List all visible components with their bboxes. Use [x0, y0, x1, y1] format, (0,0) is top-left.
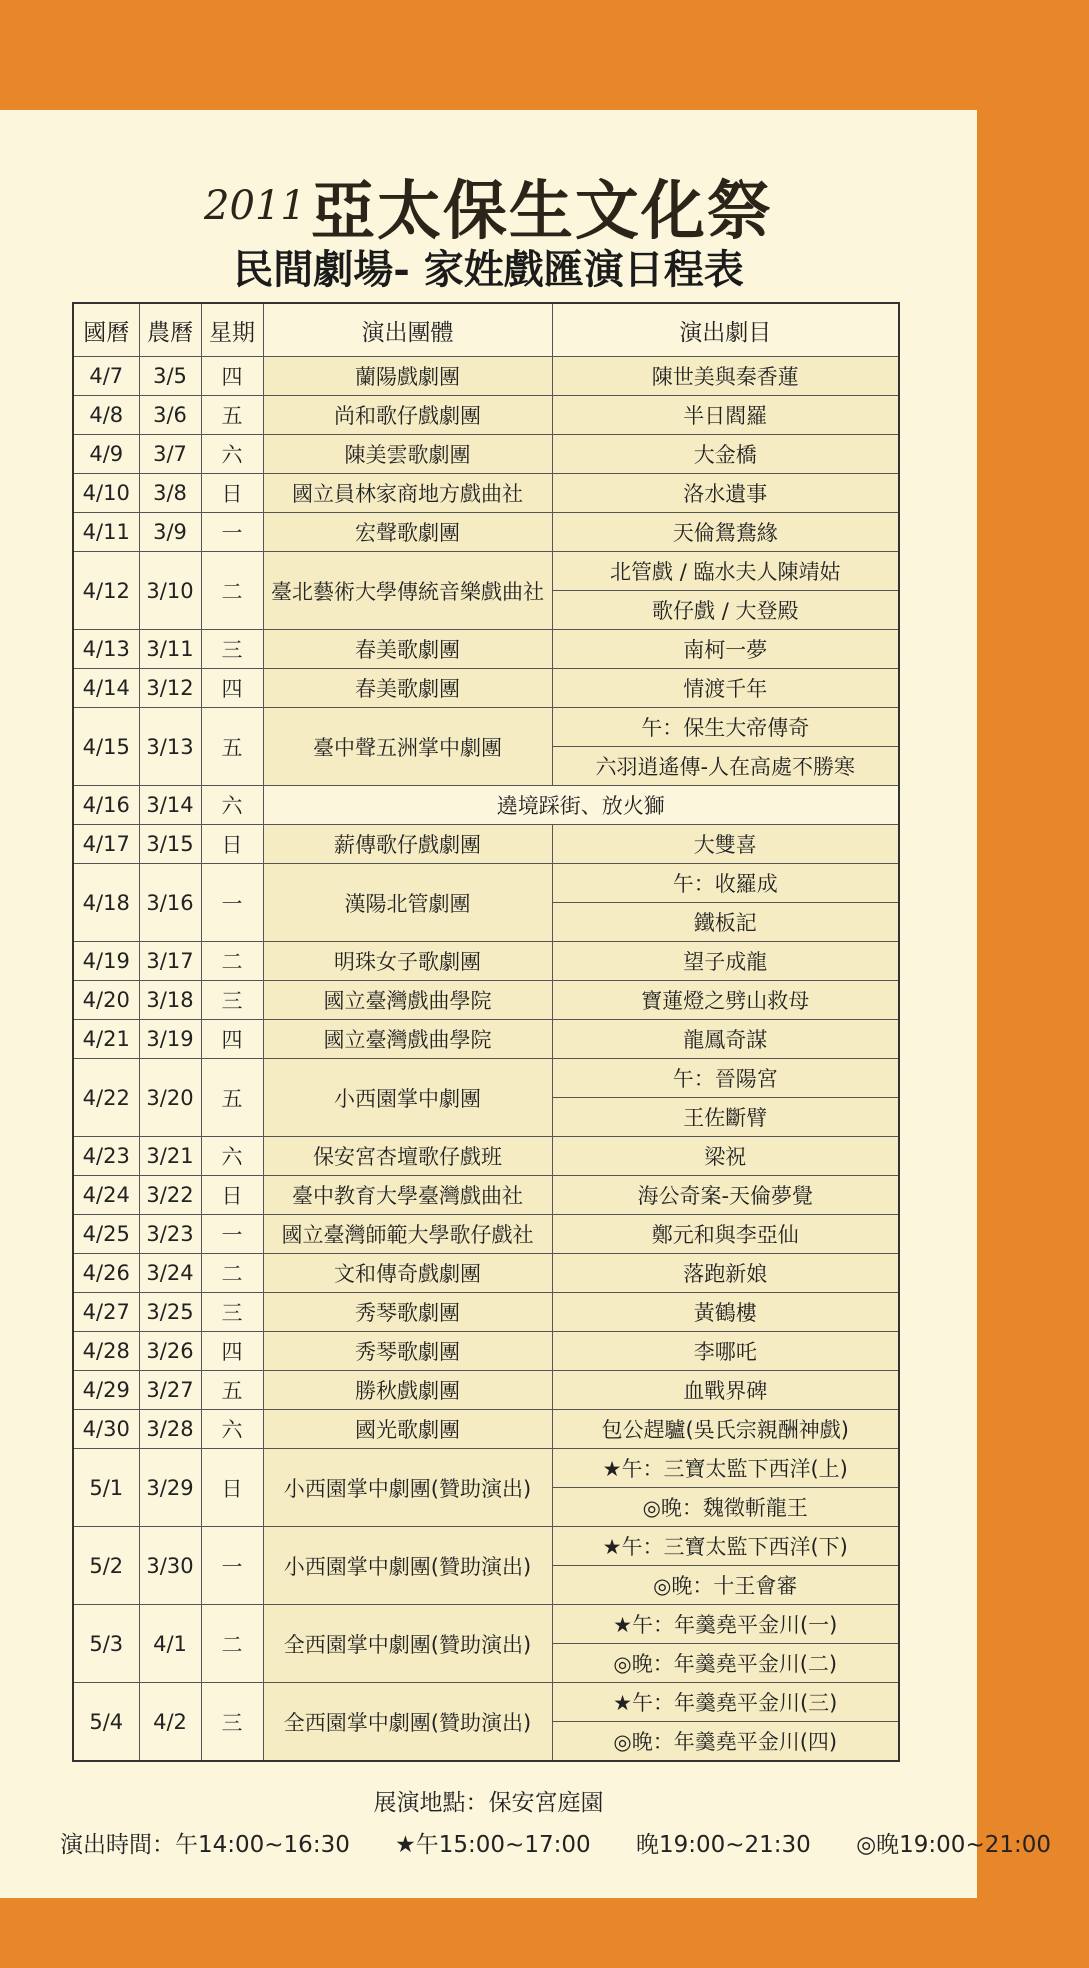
cell-gregorian-date: 4/25	[73, 1215, 139, 1254]
cell-lunar-date: 3/15	[139, 825, 201, 864]
cell-play: ◎晚：十王會審	[552, 1566, 899, 1605]
cell-gregorian-date: 4/24	[73, 1176, 139, 1215]
cell-gregorian-date: 5/1	[73, 1449, 139, 1527]
cell-lunar-date: 3/21	[139, 1137, 201, 1176]
cell-play: 天倫鴛鴦緣	[552, 513, 899, 552]
cell-weekday: 五	[201, 708, 263, 786]
cell-troupe: 蘭陽戲劇團	[263, 357, 552, 396]
table-row	[73, 1332, 899, 1371]
cell-lunar-date: 3/24	[139, 1254, 201, 1293]
cell-lunar-date: 3/8	[139, 474, 201, 513]
cell-lunar-date: 3/17	[139, 942, 201, 981]
cell-gregorian-date: 4/9	[73, 435, 139, 474]
cell-weekday: 五	[201, 1059, 263, 1137]
table-header-row	[73, 303, 899, 357]
cell-weekday: 五	[201, 396, 263, 435]
cell-weekday: 一	[201, 1215, 263, 1254]
cell-troupe: 臺北藝術大學傳統音樂戲曲社	[263, 552, 552, 630]
table-row	[73, 786, 899, 825]
cell-lunar-date: 3/13	[139, 708, 201, 786]
show-times	[60, 1826, 1051, 1859]
cell-lunar-date: 3/29	[139, 1449, 201, 1527]
cell-lunar-date: 3/25	[139, 1293, 201, 1332]
cell-gregorian-date: 4/13	[73, 630, 139, 669]
cell-play: 大金橋	[552, 435, 899, 474]
cell-weekday: 二	[201, 1605, 263, 1683]
cell-weekday: 六	[201, 435, 263, 474]
cell-play: ★午：三寶太監下西洋(下)	[552, 1527, 899, 1566]
cell-play: 半日閻羅	[552, 396, 899, 435]
cell-gregorian-date: 4/14	[73, 669, 139, 708]
cell-gregorian-date: 4/15	[73, 708, 139, 786]
cell-lunar-date: 3/14	[139, 786, 201, 825]
cell-lunar-date: 3/22	[139, 1176, 201, 1215]
table-row	[73, 981, 899, 1020]
cell-troupe: 國光歌劇團	[263, 1410, 552, 1449]
cell-lunar-date: 3/7	[139, 435, 201, 474]
cell-play: 望子成龍	[552, 942, 899, 981]
cell-gregorian-date: 5/2	[73, 1527, 139, 1605]
cell-troupe: 保安宮杏壇歌仔戲班	[263, 1137, 552, 1176]
cell-troupe: 國立員林家商地方戲曲社	[263, 474, 552, 513]
cell-gregorian-date: 4/19	[73, 942, 139, 981]
table-row	[73, 942, 899, 981]
cell-weekday: 六	[201, 1137, 263, 1176]
cell-weekday: 四	[201, 1020, 263, 1059]
cell-gregorian-date: 4/11	[73, 513, 139, 552]
cell-troupe: 國立臺灣戲曲學院	[263, 1020, 552, 1059]
cell-weekday: 日	[201, 825, 263, 864]
table-row	[73, 1020, 899, 1059]
cell-gregorian-date: 4/30	[73, 1410, 139, 1449]
cell-lunar-date: 3/6	[139, 396, 201, 435]
cell-lunar-date: 3/27	[139, 1371, 201, 1410]
cell-weekday: 六	[201, 1410, 263, 1449]
table-row	[73, 435, 899, 474]
table-row	[73, 1410, 899, 1449]
cell-play: 午：收羅成	[552, 864, 899, 903]
cell-gregorian-date: 4/21	[73, 1020, 139, 1059]
cell-lunar-date: 3/28	[139, 1410, 201, 1449]
cell-gregorian-date: 4/10	[73, 474, 139, 513]
cell-lunar-date: 3/12	[139, 669, 201, 708]
cell-weekday: 二	[201, 942, 263, 981]
cell-lunar-date: 4/1	[139, 1605, 201, 1683]
cell-play: 血戰界碑	[552, 1371, 899, 1410]
cell-gregorian-date: 4/8	[73, 396, 139, 435]
title-year: 2011	[204, 183, 306, 229]
cell-lunar-date: 3/11	[139, 630, 201, 669]
header-troupe: 演出團體	[263, 303, 552, 357]
cell-play: 落跑新娘	[552, 1254, 899, 1293]
cell-lunar-date: 3/18	[139, 981, 201, 1020]
cell-gregorian-date: 5/3	[73, 1605, 139, 1683]
cell-troupe: 小西園掌中劇團(贊助演出)	[263, 1449, 552, 1527]
cell-troupe: 春美歌劇團	[263, 630, 552, 669]
cell-play: ★午：年羹堯平金川(三)	[552, 1683, 899, 1722]
cell-gregorian-date: 4/22	[73, 1059, 139, 1137]
cell-event: 遶境踩街、放火獅	[263, 786, 899, 825]
cell-weekday: 一	[201, 864, 263, 942]
cell-play: 包公趕驢(吳氏宗親酬神戲)	[552, 1410, 899, 1449]
cell-play: 情渡千年	[552, 669, 899, 708]
cell-gregorian-date: 4/12	[73, 552, 139, 630]
cell-gregorian-date: 4/27	[73, 1293, 139, 1332]
cell-troupe: 宏聲歌劇團	[263, 513, 552, 552]
cell-gregorian-date: 4/7	[73, 357, 139, 396]
table-row	[73, 1449, 899, 1488]
cell-gregorian-date: 4/20	[73, 981, 139, 1020]
cell-weekday: 一	[201, 513, 263, 552]
cell-troupe: 春美歌劇團	[263, 669, 552, 708]
table-row	[73, 1527, 899, 1566]
cell-weekday: 三	[201, 1683, 263, 1762]
cell-gregorian-date: 4/26	[73, 1254, 139, 1293]
cell-troupe: 國立臺灣戲曲學院	[263, 981, 552, 1020]
cell-troupe: 秀琴歌劇團	[263, 1293, 552, 1332]
cell-play: 洛水遺事	[552, 474, 899, 513]
cell-lunar-date: 3/16	[139, 864, 201, 942]
cell-play: ◎晚：年羹堯平金川(四)	[552, 1722, 899, 1762]
cell-play: 梁祝	[552, 1137, 899, 1176]
cell-weekday: 一	[201, 1527, 263, 1605]
cell-weekday: 三	[201, 630, 263, 669]
cell-gregorian-date: 4/23	[73, 1137, 139, 1176]
table-row	[73, 552, 899, 591]
table-row	[73, 1059, 899, 1098]
venue-text: 展演地點：保安宮庭園	[373, 1790, 604, 1816]
cell-lunar-date: 3/9	[139, 513, 201, 552]
cell-weekday: 二	[201, 1254, 263, 1293]
cell-troupe: 漢陽北管劇團	[263, 864, 552, 942]
cell-play: 午：保生大帝傳奇	[552, 708, 899, 747]
cell-troupe: 臺中聲五洲掌中劇團	[263, 708, 552, 786]
cell-lunar-date: 4/2	[139, 1683, 201, 1762]
table-row	[73, 864, 899, 903]
cell-play: 六羽逍遙傳-人在高處不勝寒	[552, 747, 899, 786]
time-evening-circle: ◎晚19:00~21:00	[856, 1832, 1051, 1858]
cell-play: 黃鶴樓	[552, 1293, 899, 1332]
cell-play: 鐵板記	[552, 903, 899, 942]
cell-troupe: 小西園掌中劇團(贊助演出)	[263, 1527, 552, 1605]
cell-lunar-date: 3/19	[139, 1020, 201, 1059]
table-row	[73, 1254, 899, 1293]
cell-weekday: 三	[201, 981, 263, 1020]
cell-weekday: 日	[201, 474, 263, 513]
cell-play: ★午：年羹堯平金川(一)	[552, 1605, 899, 1644]
cell-play: 歌仔戲 / 大登殿	[552, 591, 899, 630]
table-row	[73, 396, 899, 435]
cell-play: 王佐斷臂	[552, 1098, 899, 1137]
table-row	[73, 708, 899, 747]
cell-troupe: 勝秋戲劇團	[263, 1371, 552, 1410]
cell-play: 龍鳳奇謀	[552, 1020, 899, 1059]
cell-troupe: 臺中教育大學臺灣戲曲社	[263, 1176, 552, 1215]
table-row	[73, 1371, 899, 1410]
cell-weekday: 六	[201, 786, 263, 825]
table-row	[73, 1215, 899, 1254]
table-row	[73, 1605, 899, 1644]
table-row	[73, 825, 899, 864]
header-lunar: 農曆	[139, 303, 201, 357]
cell-play: ◎晚：魏徵斬龍王	[552, 1488, 899, 1527]
cell-weekday: 三	[201, 1293, 263, 1332]
cell-play: 李哪吒	[552, 1332, 899, 1371]
table-row	[73, 474, 899, 513]
table-row	[73, 1683, 899, 1722]
cell-troupe: 尚和歌仔戲劇團	[263, 396, 552, 435]
cell-lunar-date: 3/23	[139, 1215, 201, 1254]
cell-play: ★午：三寶太監下西洋(上)	[552, 1449, 899, 1488]
cell-troupe: 明珠女子歌劇團	[263, 942, 552, 981]
table-row	[73, 630, 899, 669]
cell-play: 南柯一夢	[552, 630, 899, 669]
table-row	[73, 1176, 899, 1215]
time-evening: 晚19:00~21:30	[635, 1832, 811, 1858]
cell-troupe: 秀琴歌劇團	[263, 1332, 552, 1371]
cell-weekday: 四	[201, 669, 263, 708]
cell-gregorian-date: 4/18	[73, 864, 139, 942]
cell-weekday: 二	[201, 552, 263, 630]
header-gregorian: 國曆	[73, 303, 139, 357]
cell-play: 午：晉陽宮	[552, 1059, 899, 1098]
cell-gregorian-date: 5/4	[73, 1683, 139, 1762]
cell-gregorian-date: 4/28	[73, 1332, 139, 1371]
time-afternoon-star: ★午15:00~17:00	[395, 1832, 591, 1858]
schedule-subtitle: 民間劇場- 家姓戲匯演日程表	[233, 246, 744, 293]
cell-troupe: 全西園掌中劇團(贊助演出)	[263, 1683, 552, 1762]
cell-play: 海公奇案-天倫夢覺	[552, 1176, 899, 1215]
cell-troupe: 全西園掌中劇團(贊助演出)	[263, 1605, 552, 1683]
cell-lunar-date: 3/5	[139, 357, 201, 396]
cell-gregorian-date: 4/29	[73, 1371, 139, 1410]
cell-play: 寶蓮燈之劈山救母	[552, 981, 899, 1020]
schedule-table	[72, 302, 900, 1762]
title-main: 亞太保生文化祭	[310, 174, 773, 249]
cell-gregorian-date: 4/17	[73, 825, 139, 864]
cell-weekday: 四	[201, 357, 263, 396]
table-row	[73, 357, 899, 396]
cell-play: 陳世美與秦香蓮	[552, 357, 899, 396]
table-row	[73, 1137, 899, 1176]
table-body	[73, 357, 899, 1762]
cell-weekday: 五	[201, 1371, 263, 1410]
time-afternoon: 演出時間：午14:00~16:30	[60, 1832, 350, 1858]
cell-weekday: 日	[201, 1449, 263, 1527]
cell-play: ◎晚：年羹堯平金川(二)	[552, 1644, 899, 1683]
cell-lunar-date: 3/20	[139, 1059, 201, 1137]
cell-troupe: 小西園掌中劇團	[263, 1059, 552, 1137]
table-row	[73, 669, 899, 708]
cell-play: 鄭元和與李亞仙	[552, 1215, 899, 1254]
table-row	[73, 513, 899, 552]
cell-troupe: 文和傳奇戲劇團	[263, 1254, 552, 1293]
cell-play: 大雙喜	[552, 825, 899, 864]
cell-lunar-date: 3/30	[139, 1527, 201, 1605]
cell-lunar-date: 3/10	[139, 552, 201, 630]
cell-weekday: 四	[201, 1332, 263, 1371]
header-play: 演出劇目	[552, 303, 899, 357]
cell-play: 北管戲 / 臨水夫人陳靖姑	[552, 552, 899, 591]
cell-troupe: 薪傳歌仔戲劇團	[263, 825, 552, 864]
cell-troupe: 國立臺灣師範大學歌仔戲社	[263, 1215, 552, 1254]
cell-weekday: 日	[201, 1176, 263, 1215]
cell-lunar-date: 3/26	[139, 1332, 201, 1371]
cell-troupe: 陳美雲歌劇團	[263, 435, 552, 474]
cell-gregorian-date: 4/16	[73, 786, 139, 825]
table-row	[73, 1293, 899, 1332]
header-weekday: 星期	[201, 303, 263, 357]
